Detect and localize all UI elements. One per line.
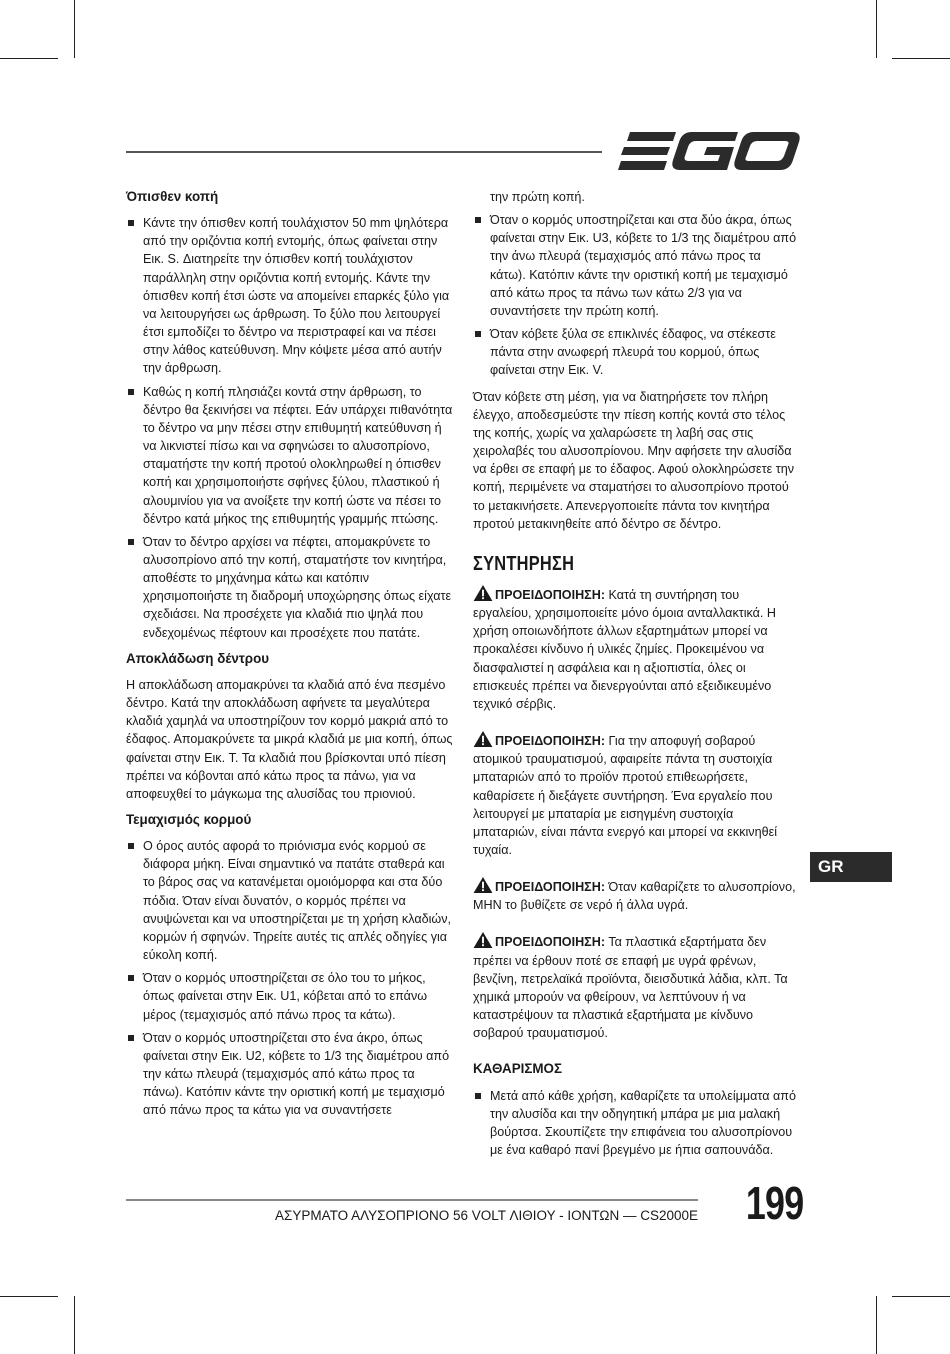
header-rule (126, 151, 602, 153)
warning-block (473, 932, 800, 1042)
warning-block (473, 585, 800, 713)
crop-mark (0, 1296, 58, 1297)
paragraph: Όταν κόβετε στη μέση, για να διατηρήσετε τον πλήρη έλεγχο, αποδεσμεύστε την πίεση κοπής κοντά στο τέλος της κοπής, χωρίς να χαλαρώσετε τη λαβή σας στις χειρολαβές του αλυσοπρίονου. Μην αφήσετε την αλυσίδα να έρθει σε επαφή με το έδαφος. Αφού ολοκληρώσετε την κοπή, περιμένετε να σταματήσει το αλυσοπρίονο προτού το μετακινήσετε. Απενεργοποιείτε πάντα τον κινητήρα προτού μετακινηθείτε από δέντρο σε δέντρο. (473, 389, 795, 531)
page-number: 199 (745, 1177, 804, 1229)
warning-triangle-icon (473, 877, 493, 893)
continued-text: την πρώτη κοπή. (490, 190, 585, 204)
warning-label: ΠΡΟΕΙΔΟΠΟΙΗΣΗ: (495, 880, 606, 895)
warning-text: Τα πλαστικά εξαρτήματα δεν πρέπει να έρθουν ποτέ σε επαφή με υγρά φρένων, βενζίνη, πετρελαϊκά προϊόντα, διεισδυτικά λάδια, κλπ. Τα χημικά μπορούν να φθείρουν, να λεπτύνουν ή να καταστρέψουν τα πλαστικά εξαρτήματα με κίνδυνο σοβαρού τραυματισμού. (473, 935, 788, 1041)
warning-text: Για την αποφυγή σοβαρού ατομικού τραυματισμού, αφαιρείτε πάντα τη συστοιχία μπαταριών από το προϊόν προτού επιθεωρήσετε, καθαρίσετε ή διεξάγετε συντήρηση. Ένα εργαλείο που λειτουργεί με μπαταρία με εισηγμένη συστοιχία μπαταριών, είναι πάντα ενεργό και μπορεί να εκκινηθεί τυχαία. (473, 734, 778, 857)
right-column (473, 188, 800, 1167)
bullet-list (126, 214, 453, 642)
warning-label: ΠΡΟΕΙΔΟΠΟΙΗΣΗ: (495, 734, 606, 749)
section-heading: Όπισθεν κοπή (126, 189, 219, 204)
warning-label: ΠΡΟΕΙΔΟΠΟΙΗΣΗ: (495, 935, 606, 950)
bullet-list (473, 1087, 800, 1160)
bullet-list (126, 837, 453, 1119)
list-item: Όταν ο κορμός υποστηρίζεται και στα δύο άκρα, όπως φαίνεται στην Εικ. U3, κόβετε το 1/3 της διαμέτρου από την άνω πλευρά (τεμαχισμός από πάνω προς τα κάτω). Κατόπιν κάντε την οριστική κοπή με τεμαχισμό από κάτω προς τα πάνω των κάτω 2/3 για να συναντήσετε την πρώτη κοπή. (473, 211, 800, 320)
brand-logo (618, 130, 800, 172)
list-item: Μετά από κάθε χρήση, καθαρίζετε τα υπολείμματα από την αλυσίδα και την οδηγητική μπάρα με μια μαλακή βούρτσα. Σκουπίζετε την επιφάνεια του αλυσοπρίονου με ένα καθαρό πανί βρεγμένο με ήπια σαπουνάδα. (473, 1087, 800, 1160)
language-tab: GR (810, 852, 892, 882)
list-item: Όταν κόβετε ξύλα σε επικλινές έδαφος, να στέκεστε πάντα στην ανωφερή πλευρά του κορμού, όπως φαίνεται στην Εικ. V. (473, 325, 800, 379)
warning-triangle-icon (473, 932, 493, 948)
warning-block (473, 877, 800, 914)
section-heading: ΚΑΘΑΡΙΣΜΟΣ (473, 1061, 563, 1077)
list-item: Κάντε την όπισθεν κοπή τουλάχιστον 50 mm ψηλότερα από την οριζόντια κοπή εντομής, όπως φαίνεται στην Εικ. S. Διατηρείτε την όπισθεν κοπή τουλάχιστον παράλληλη στην οριζόντια κοπή εντομής. Κάντε την όπισθεν κοπή έτσι ώστε να απομείνει επαρκές ξύλο για να λειτουργήσει ως άρθρωση. Το ξύλο που λειτουργεί έτσι εμποδίζει το δέντρο να περιστραφεί και να πέσει στην λάθος κατεύθυνση. Μην κόψετε μέσα από αυτήν την άρθρωση. (126, 214, 453, 377)
list-item: Ο όρος αυτός αφορά το πριόνισμα ενός κορμού σε διάφορα μήκη. Είναι σημαντικό να πατάτε σταθερά και το βάρος σας να κατανέμεται ομοιόμορφα και στα δύο πόδια. Όταν είναι δυνατόν, ο κορμός πρέπει να ανυψώνεται και να υποστηρίζεται με τη χρήση κλαδιών, κορμών ή σφηνών. Τηρείτε αυτές τις απλές οδηγίες για εύκολη κοπή. (126, 837, 453, 964)
list-item: Όταν ο κορμός υποστηρίζεται σε όλο του το μήκος, όπως φαίνεται στην Εικ. U1, κόβεται από το επάνω μέρος (τεμαχισμός από πάνω προς τα κάτω). (126, 969, 453, 1023)
warning-label: ΠΡΟΕΙΔΟΠΟΙΗΣΗ: (495, 587, 606, 602)
section-title: ΣΥΝΤΗΡΗΣΗ (473, 552, 575, 575)
footer-title: ΑΣΥΡΜΑΤΟ ΑΛΥΣΟΠΡΙΟΝΟ 56 VOLT ΛΙΘΙΟΥ - ΙΟΝΤΩΝ — CS2000E (274, 1208, 698, 1223)
section-heading: Αποκλάδωση δέντρου (126, 650, 270, 666)
warning-block (473, 731, 800, 859)
bullet-list (473, 211, 800, 379)
list-item: Όταν ο κορμός υποστηρίζεται στο ένα άκρο, όπως φαίνεται στην Εικ. U2, κόβετε το 1/3 της διαμέτρου από την κάτω πλευρά (τεμαχισμός από κάτω προς τα πάνω). Κατόπιν κάντε την οριστική κοπή με τεμαχισμό από πάνω προς τα κάτω για να συναντήσετε (126, 1029, 453, 1120)
crop-mark (74, 1296, 75, 1354)
footer-rule (126, 1199, 698, 1201)
warning-triangle-icon (473, 585, 493, 601)
warning-triangle-icon (473, 731, 493, 747)
crop-mark (892, 58, 950, 59)
warning-text: Κατά τη συντήρηση του εργαλείου, χρησιμοποιείτε μόνο όμοια ανταλλακτικά. Η χρήση οποιωνδήποτε άλλων εξαρτημάτων μπορεί να προκαλέσει κίνδυνο ή υλικές ζημίες. Προκειμένου να διασφαλιστεί η ασφάλεια και η αξιοπιστία, όλες οι επισκευές πρέπει να διενεργούνται από εξειδικευμένο τεχνικό σέρβις. (473, 587, 777, 711)
warning-text: Όταν καθαρίζετε το αλυσοπρίονο, ΜΗΝ το βυθίζετε σε νερό ή άλλα υγρά. (473, 880, 796, 913)
crop-mark (0, 58, 58, 59)
list-item: Καθώς η κοπή πλησιάζει κοντά στην άρθρωση, το δέντρο θα ξεκινήσει να πέφτει. Εάν υπάρχει πιθανότητα το δέντρο να μην πέσει στην επιθυμητή κατεύθυνση ή να λικνιστεί πίσω και να σφηνώσει το αλυσοπρίονο, σταματήστε την κοπή προτού ολοκληρωθεί η όπισθεν κοπή και χρησιμοποιήστε σφήνες ξύλου, πλαστικού ή αλουμινίου για να ανοίξετε την κοπή ώστε να πέσει το δέντρο κατά μήκος της επιθυμητής γραμμής πτώσης. (126, 383, 453, 528)
crop-mark (876, 1296, 877, 1354)
crop-mark (892, 1296, 950, 1297)
section-heading: Τεμαχισμός κορμού (126, 812, 252, 827)
crop-mark (74, 0, 75, 58)
crop-mark (876, 0, 877, 58)
left-column (126, 188, 453, 1128)
list-item: Όταν το δέντρο αρχίσει να πέφτει, απομακρύνετε το αλυσοπρίονο από την κοπή, σταματήστε τον κινητήρα, αποθέστε το μηχάνημα κάτω και κατόπιν χρησιμοποιήστε τη διαδρομή υποχώρησης όπως είχατε σχεδιάσει. Να προσέχετε για κλαδιά πιο ψηλά που ενδεχομένως πέφτουν και προσέχετε που πατάτε. (126, 533, 453, 642)
paragraph: Η αποκλάδωση απομακρύνει τα κλαδιά από ένα πεσμένο δέντρο. Κατά την αποκλάδωση αφήνετε τα μεγαλύτερα κλαδιά χαμηλά να υποστηρίζουν τον κορμό μακριά από το έδαφος. Απομακρύνετε τα μικρά κλαδιά με μια κοπή, όπως φαίνεται στην Εικ. T. Τα κλαδιά που βρίσκονται υπό πίεση πρέπει να κόβονται από κάτω προς τα πάνω, για να αποφευχθεί το μάγκωμα της αλυσίδας του πριονιού. (126, 677, 453, 801)
